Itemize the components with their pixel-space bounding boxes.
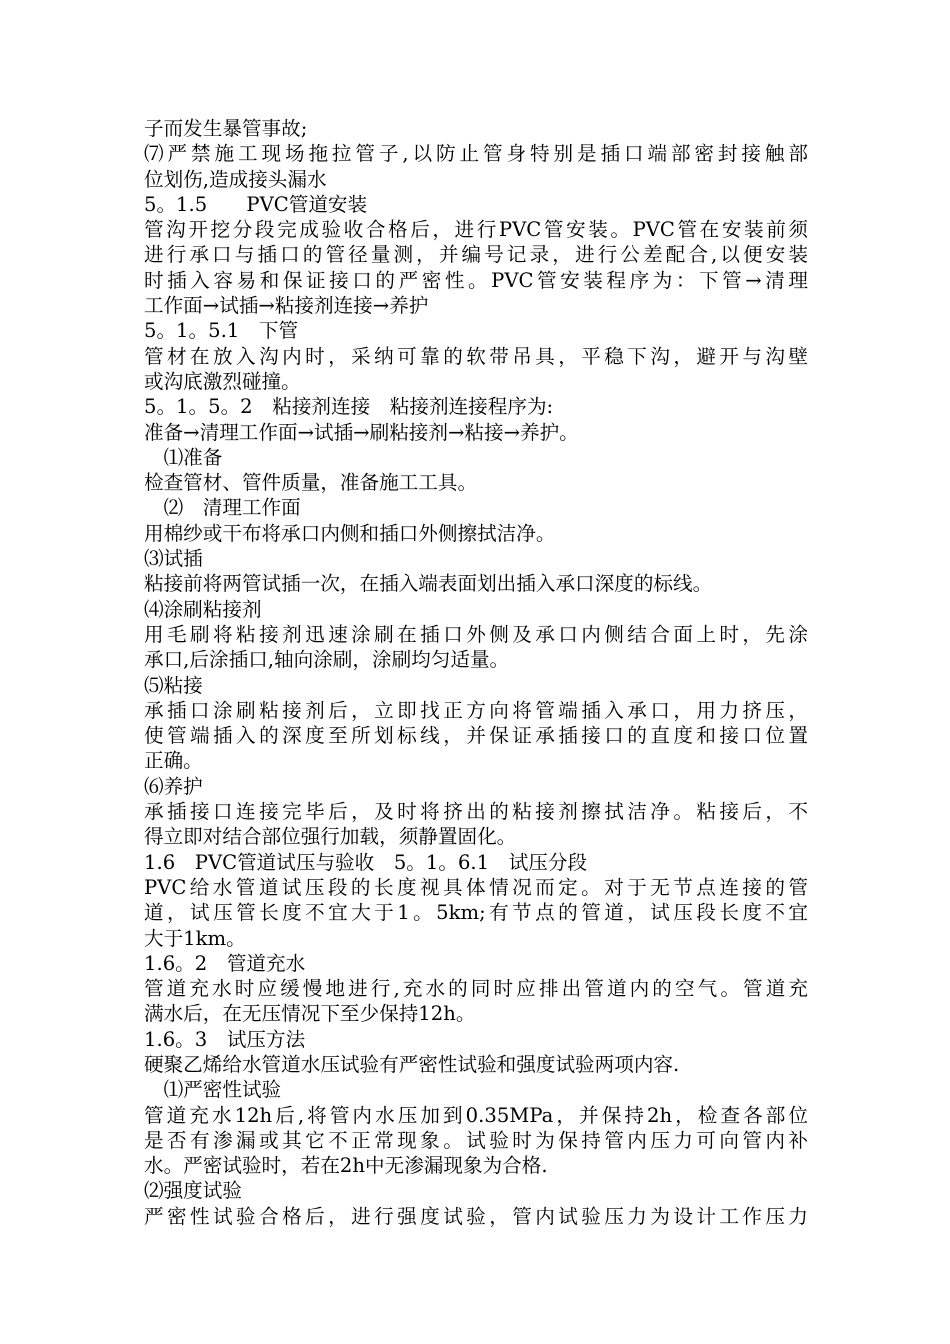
text-line: 子而发生暴管事故; xyxy=(144,117,308,140)
text-line: 满水后，在无压情况下至少保持12h。 xyxy=(144,1002,476,1026)
document-body xyxy=(144,116,808,1229)
sub-heading: ⑹养护 xyxy=(144,774,203,798)
sub-heading: ⑸粘接 xyxy=(144,673,203,697)
text-line: 用毛刷将粘接剂迅速涂刷在插口外侧及承口内侧结合面上时，先涂 xyxy=(144,622,808,646)
text-line: 位划伤,造成接头漏水 xyxy=(144,167,327,191)
text-line: 粘接前将两管试插一次，在插入端表面划出插入承口深度的标线。 xyxy=(144,572,713,596)
text-line: 进行承口与插口的管径量测，并编号记录，进行公差配合,以便安装 xyxy=(144,243,808,267)
sub-heading: ⑴严密性试验 xyxy=(144,1078,282,1102)
text-line: 管道充水12h后,将管内水压加到0.35MPa，并保持2h，检查各部位 xyxy=(144,1103,808,1127)
text-line: 承口,后涂插口,轴向涂刷，涂刷均匀适量。 xyxy=(144,648,510,672)
text-line: 管沟开挖分段完成验收合格后，进行PVC管安装。PVC管在安装前须 xyxy=(144,218,808,242)
text-line: 严密性试验合格后，进行强度试验，管内试验压力为设计工作压力 xyxy=(144,1204,808,1228)
section-heading: 5。1。5。2 粘接剂连接 粘接剂连接程序为: xyxy=(144,395,554,419)
text-line: 用棉纱或干布将承口内侧和插口外侧擦拭洁净。 xyxy=(144,521,556,545)
sub-heading: ⑵ 清理工作面 xyxy=(144,496,301,520)
sub-heading: ⑷涂刷粘接剂 xyxy=(144,597,262,621)
text-line: 水。严密试验时，若在2h中无渗漏现象为合格. xyxy=(144,1154,548,1178)
text-line: 得立即对结合部位强行加载，须静置固化。 xyxy=(144,825,517,849)
text-line: 检查管材、管件质量，准备施工工具。 xyxy=(144,471,478,495)
section-heading: 5。1.5 PVC管道安装 xyxy=(144,192,368,216)
sub-heading: ⑴准备 xyxy=(144,445,223,469)
sub-heading: ⑶试插 xyxy=(144,547,203,571)
section-heading: 5。1。5.1 下管 xyxy=(144,319,299,343)
text-line: ⑺严禁施工现场拖拉管子,以防止管身特别是插口端部密封接触部 xyxy=(144,142,808,166)
text-line: 硬聚乙烯给水管道水压试验有严密性试验和强度试验两项内容. xyxy=(144,1052,680,1076)
text-line: 工作面→试插→粘接剂连接→养护 xyxy=(144,294,429,318)
text-line: 管道充水时应缓慢地进行,充水的同时应排出管道内的空气。管道充 xyxy=(144,977,808,1001)
section-heading: 1.6 PVC管道试压与验收 5。1。6.1 试压分段 xyxy=(144,850,588,874)
text-line: 承插接口连接完毕后，及时将挤出的粘接剂擦拭洁净。粘接后，不 xyxy=(144,800,808,824)
text-line: 道，试压管长度不宜大于1。5km;有节点的管道，试压段长度不宜 xyxy=(144,901,808,925)
text-line: 或沟底激烈碰撞。 xyxy=(144,369,301,393)
text-line: 正确。 xyxy=(144,749,203,773)
section-heading: 1.6。3 试压方法 xyxy=(144,1027,306,1051)
text-line: 使管端插入的深度至所划标线，并保证承插接口的直度和接口位置 xyxy=(144,724,808,748)
text-line: 是否有渗漏或其它不正常现象。试验时为保持管内压力可向管内补 xyxy=(144,1128,808,1152)
text-line: 管材在放入沟内时，采纳可靠的软带吊具，平稳下沟，避开与沟壁 xyxy=(144,344,808,368)
text-line: 准备→清理工作面→试插→刷粘接剂→粘接→养护。 xyxy=(144,420,579,444)
text-line: 承插口涂刷粘接剂后，立即找正方向将管端插入承口，用力挤压， xyxy=(144,698,808,722)
sub-heading: ⑵强度试验 xyxy=(144,1179,242,1203)
text-line: PVC给水管道试压段的长度视具体情况而定。对于无节点连接的管 xyxy=(144,875,808,899)
text-line: 时插入容易和保证接口的严密性。PVC管安装程序为：下管→清理 xyxy=(144,268,808,292)
text-line: 大于1km。 xyxy=(144,926,246,950)
section-heading: 1.6。2 管道充水 xyxy=(144,951,306,975)
